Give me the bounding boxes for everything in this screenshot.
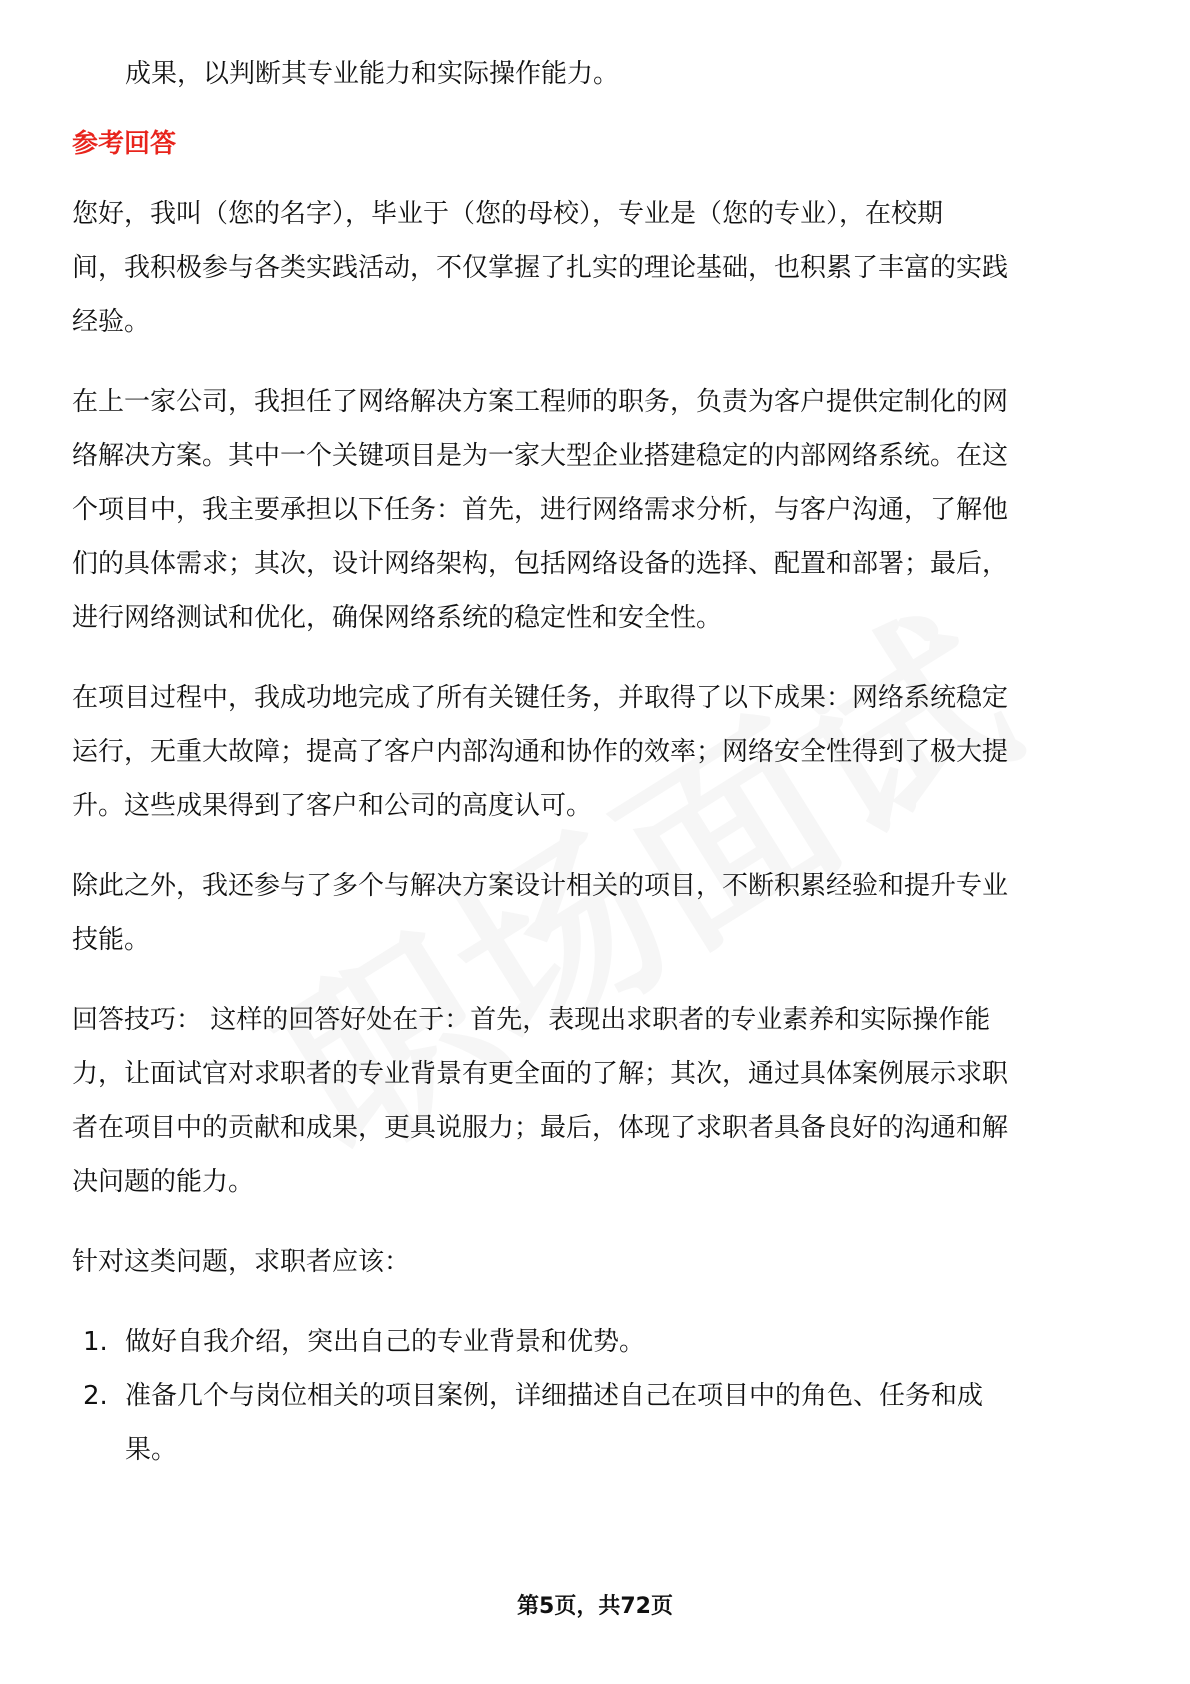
paragraph-line: 决问题的能力。	[72, 1167, 255, 1197]
list-item-text: 做好自我介绍，突出自己的专业背景和优势。	[125, 1327, 646, 1357]
paragraph-line: 技能。	[72, 925, 151, 955]
page-footer: 第5页，共72页	[517, 1594, 673, 1619]
paragraph-line: 运行，无重大故障；提高了客户内部沟通和协作的效率；网络安全性得到了极大提	[72, 737, 1009, 767]
list-item-text: 果。	[125, 1435, 178, 1465]
paragraph-line: 进行网络测试和优化，确保网络系统的稳定性和安全性。	[72, 603, 723, 633]
list-item-text: 准备几个与岗位相关的项目案例，详细描述自己在项目中的角色、任务和成	[125, 1381, 984, 1411]
paragraph-line: 除此之外，我还参与了多个与解决方案设计相关的项目，不断积累经验和提升专业	[72, 871, 1009, 901]
paragraph-line: 经验。	[72, 307, 151, 337]
list-number: 1.	[83, 1327, 108, 1357]
paragraph-line: 个项目中，我主要承担以下任务：首先，进行网络需求分析，与客户沟通，了解他	[72, 495, 1009, 525]
intro-tail: 成果，以判断其专业能力和实际操作能力。	[125, 59, 620, 89]
paragraph-line: 在项目过程中，我成功地完成了所有关键任务，并取得了以下成果：网络系统稳定	[72, 683, 1009, 713]
list-number: 2.	[83, 1381, 108, 1411]
paragraph-line: 在上一家公司，我担任了网络解决方案工程师的职务，负责为客户提供定制化的网	[72, 387, 1009, 417]
advice-intro: 针对这类问题，求职者应该：	[72, 1247, 411, 1277]
reference-heading: 参考回答	[72, 129, 177, 159]
paragraph-line: 络解决方案。其中一个关键项目是为一家大型企业搭建稳定的内部网络系统。在这	[72, 441, 1009, 471]
paragraph-line: 您好，我叫（您的名字），毕业于（您的母校），专业是（您的专业），在校期	[72, 199, 944, 229]
paragraph-line: 升。这些成果得到了客户和公司的高度认可。	[72, 791, 593, 821]
paragraph-line: 者在项目中的贡献和成果，更具说服力；最后，体现了求职者具备良好的沟通和解	[72, 1113, 1009, 1143]
paragraph-line: 回答技巧： 这样的回答好处在于：首先，表现出求职者的专业素养和实际操作能	[72, 1005, 991, 1035]
paragraph-line: 们的具体需求；其次，设计网络架构，包括网络设备的选择、配置和部署；最后，	[72, 549, 1009, 579]
paragraph-line: 间，我积极参与各类实践活动，不仅掌握了扎实的理论基础，也积累了丰富的实践	[72, 253, 1009, 283]
paragraph-line: 力，让面试官对求职者的专业背景有更全面的了解；其次，通过具体案例展示求职	[72, 1059, 1009, 1089]
